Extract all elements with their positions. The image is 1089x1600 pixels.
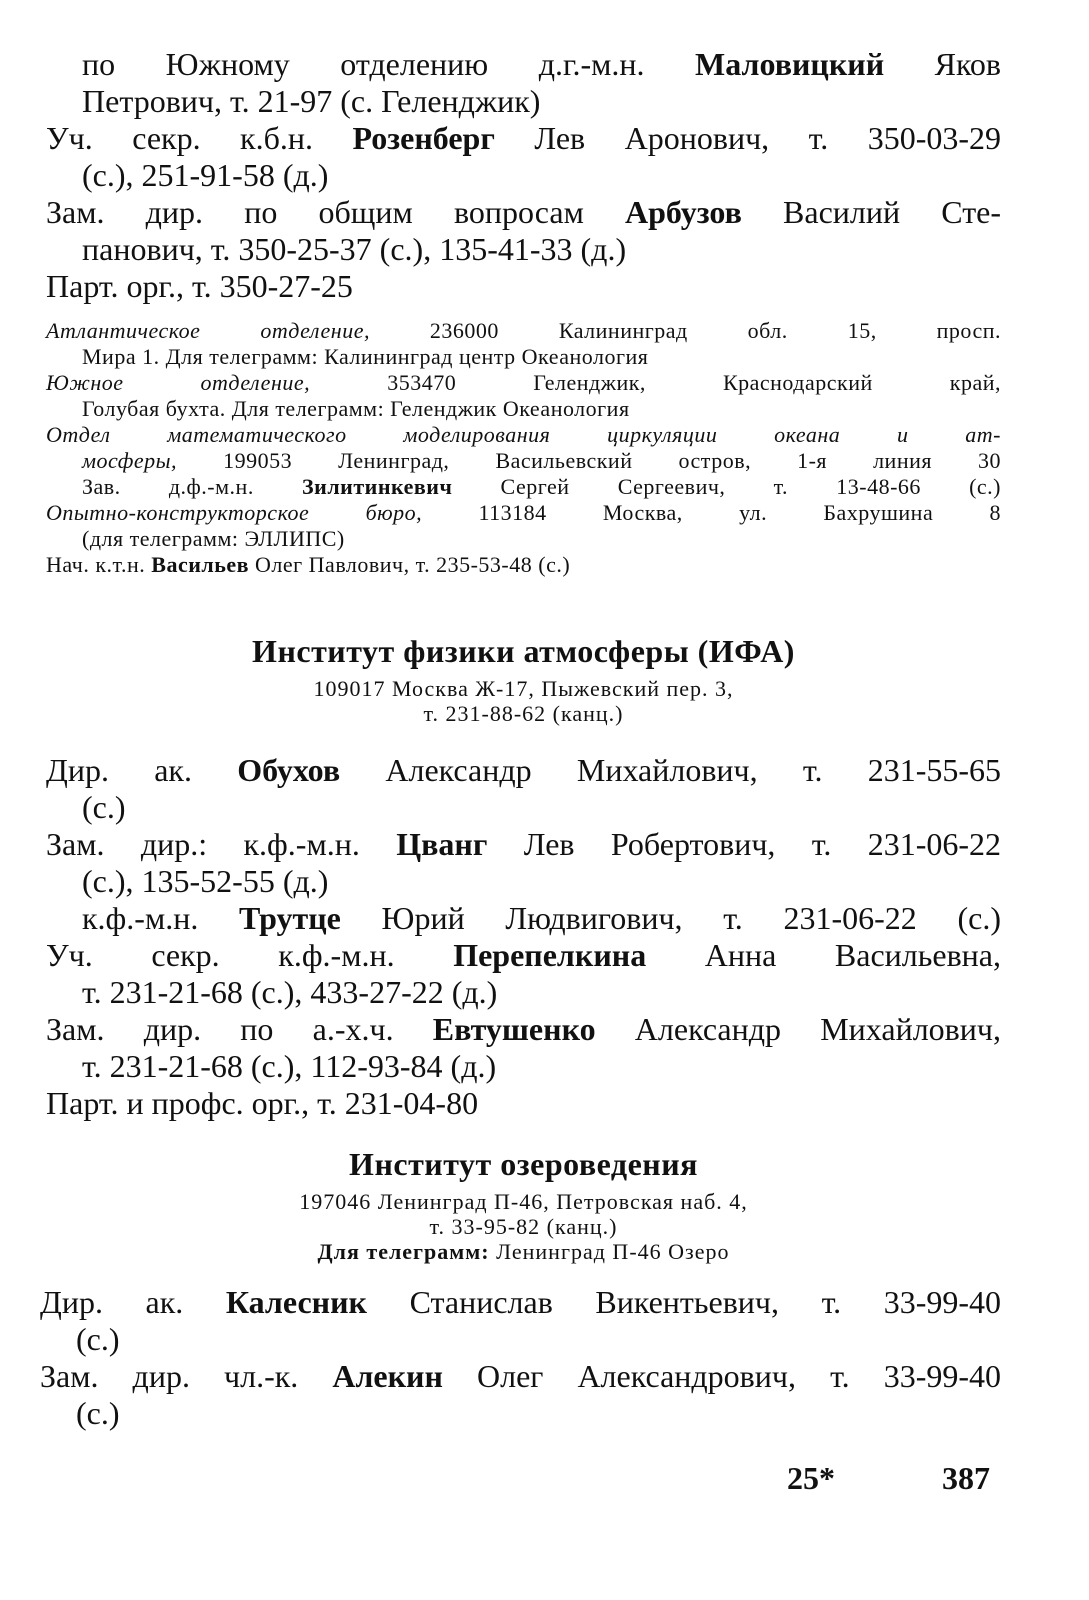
ifa-admin-deputy-line1: Зам. дир. по а.-х.ч. Евтушенко Александр Михайлович, [46,1011,1001,1047]
ifa-staff [46,752,1001,1122]
okb-head: Нач. к.т.н. Васильев Олег Павлович, т. 235-53-48 (с.) [46,552,571,577]
dept-modeling-head: Зав. д.ф.-м.н. Зилитинкевич Сергей Сергеевич, т. 13-48-66 (с.) [82,474,1001,499]
top-entries [46,46,1001,305]
lakes-address-line3: Для телеграмм: Ленинград П-46 Озеро [317,1239,730,1264]
okb-line1: Опытно-конструкторское бюро, 113184 Москва, ул. Бахрушина 8 [46,500,1002,525]
ifa-secretary-line2: т. 231-21-68 (с.), 433-27-22 (д.) [82,974,498,1010]
lakes-director-line2: (с.) [76,1321,120,1357]
okb-line2: (для телеграмм: ЭЛЛИПС) [82,526,345,551]
signature-mark: 25* [787,1460,835,1496]
entry-secretary-line2: (с.), 251-91-58 (д.) [82,157,329,193]
ifa-address-line2: т. 231-88-62 (канц.) [423,701,624,726]
lakes-title: Институт озероведения [349,1146,698,1182]
dept-modeling-line2: мосферы, 199053 Ленинград, Васильевский остров, 1-я линия 30 [82,448,1002,473]
lakes-staff [40,1284,1001,1432]
lakes-header [46,1145,1001,1264]
dept-modeling-line1: Отдел математического моделирования циркуляции океана и ат- [46,422,1001,447]
ifa-director-line1: Дир. ак. Обухов Александр Михайлович, т. 231-55-65 [46,752,1002,788]
ifa-deputy2: к.ф.-м.н. Трутце Юрий Людвигович, т. 231-06-22 (с.) [82,900,1001,936]
entry-party-org: Парт. орг., т. 350-27-25 [46,268,353,304]
branch-south-line1: Южное отделение, 353470 Геленджик, Краснодарский край, [46,370,1002,395]
ifa-secretary-line1: Уч. секр. к.ф.-м.н. Перепелкина Анна Васильевна, [46,937,1002,973]
lakes-director-line1: Дир. ак. Калесник Станислав Викентьевич, т. 33-99-40 [40,1284,1002,1320]
ifa-director-line2: (с.) [82,789,126,825]
entry-secretary-line1: Уч. секр. к.б.н. Розенберг Лев Аронович, т. 350-03-29 [46,120,1002,156]
branches-list [46,318,1001,578]
lakes-address-line2: т. 33-95-82 (канц.) [429,1214,618,1239]
ifa-party-org: Парт. и профс. орг., т. 231-04-80 [46,1085,479,1121]
ifa-deputy1-line1: Зам. дир.: к.ф.-м.н. Цванг Лев Робертович, т. 231-06-22 [46,826,1002,862]
branch-atlantic-line2: Мира 1. Для телеграмм: Калининград центр Океанология [82,344,649,369]
ifa-admin-deputy-line2: т. 231-21-68 (с.), 112-93-84 (д.) [82,1048,497,1084]
lakes-deputy-line1: Зам. дир. чл.-к. Алекин Олег Александрович, т. 33-99-40 [40,1358,1002,1394]
ifa-address-line1: 109017 Москва Ж-17, Пыжевский пер. 3, [313,676,734,701]
branch-atlantic-line1: Атлантическое отделение, 236000 Калининград обл. 15, просп. [46,318,1002,343]
ifa-header [46,632,1001,726]
lakes-deputy-line2: (с.) [76,1395,120,1431]
branch-south-line2: Голубая бухта. Для телеграмм: Геленджик Океанология [82,396,630,421]
ifa-deputy1-line2: (с.), 135-52-55 (д.) [82,863,329,899]
lakes-address-line1: 197046 Ленинград П-46, Петровская наб. 4, [299,1189,748,1214]
entry-deputy-general-line2: панович, т. 350-25-37 (с.), 135-41-33 (д.) [82,231,627,267]
entry-south-deputy-line2: Петрович, т. 21-97 (с. Геленджик) [82,83,541,119]
page-number: 387 [942,1460,990,1496]
entry-south-deputy-line1: по Южному отделению д.г.-м.н. Маловицкий Яков [82,46,1002,82]
ifa-title: Институт физики атмосферы (ИФА) [252,633,795,669]
entry-deputy-general-line1: Зам. дир. по общим вопросам Арбузов Василий Сте- [46,194,1002,230]
